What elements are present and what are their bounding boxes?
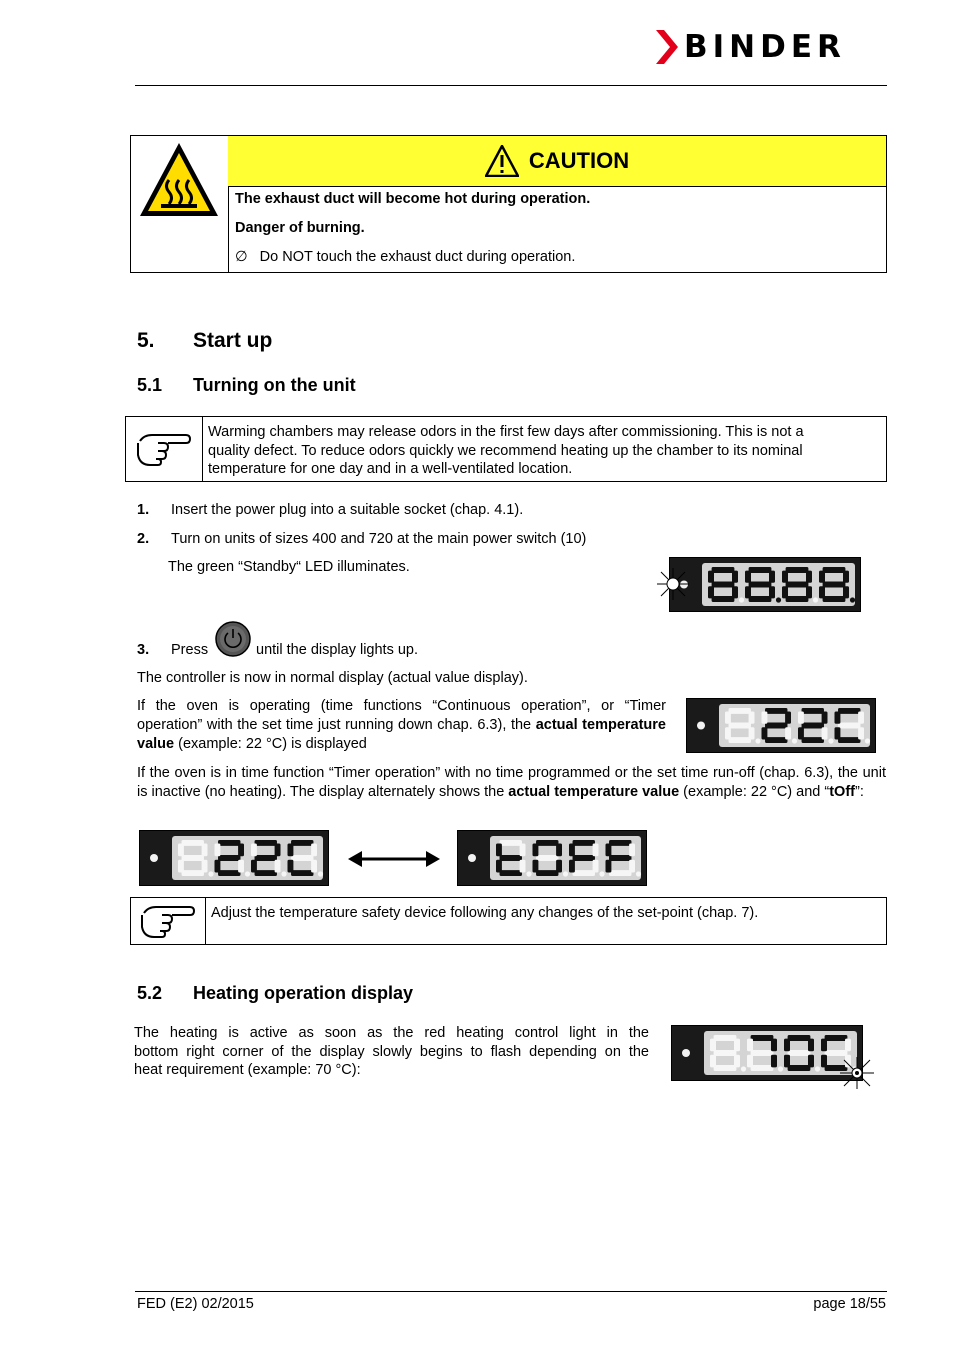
display-standby-digits-digit-2	[745, 567, 775, 602]
display-22c-alt-digits-standby-led	[150, 854, 158, 862]
display-70c-digits-digit-3-segment-e	[784, 1055, 790, 1068]
display-22c-alt-digits-digit-4-segment-g	[291, 855, 313, 861]
display-22c-alt-digits-digit-3-segment-e	[251, 860, 257, 873]
display-70c-digits-digit-2-segment-c	[771, 1055, 777, 1068]
display-22c-digits-decimal-point-3	[828, 738, 833, 743]
paragraph-inactive	[137, 764, 886, 802]
display-toff-digits	[458, 831, 646, 885]
pointing-hand-cell	[126, 417, 203, 481]
step-3-number: 3.	[137, 642, 150, 658]
caution-box	[130, 135, 887, 273]
display-22c-digits-digit-1-segment-a	[729, 708, 751, 714]
display-22c-alt-digits-digit-4-segment-c	[311, 860, 317, 873]
display-standby-digits-digit-1-segment-a	[712, 567, 735, 573]
paragraph-inactive-text-a: If the oven is in time function “Timer operation” with no time programmed or the set time run-off (chap. 6.3), the unit is inactive (no heating). The display alternately shows the	[137, 765, 886, 800]
display-toff-digits-digit-3	[569, 840, 599, 876]
display-70c	[671, 1025, 863, 1081]
display-standby-digits-digit-2-segment-c	[769, 586, 775, 598]
power-icon	[215, 621, 251, 657]
led-flash-icon	[655, 566, 691, 602]
heating-flash-icon	[838, 1056, 876, 1090]
brand-name: BINDER	[684, 29, 846, 65]
display-toff-digits-digit-4-segment-f	[606, 844, 612, 857]
display-22c-digits-decimal-point-1	[755, 738, 760, 743]
display-22c-alt-digits	[140, 831, 328, 885]
display-standby-digits-digit-4-segment-e	[819, 586, 825, 598]
display-70c-digits-digit-4-segment-f	[821, 1039, 827, 1052]
display-toff	[457, 830, 647, 886]
display-22c-alt-digits-digit-4-segment-e	[288, 860, 294, 873]
display-toff-digits-decimal-point-3	[599, 871, 604, 876]
display-70c-digits-decimal-point-2	[778, 1066, 783, 1071]
display-toff-digits-digit-1-segment-e	[496, 860, 502, 873]
display-22c-digits-digit-2-segment-e	[762, 727, 768, 739]
display-standby-digits-digit-1-segment-f	[708, 571, 714, 583]
display-standby-digits-decimal-point-1	[739, 597, 744, 602]
paragraph-operating-text-a: If the oven is operating (time functions “Continuous operation”, or “Timer operation” with the set time just running down chap. 6.3), the	[137, 698, 666, 733]
display-22c-alt-digits-digit-3	[251, 840, 281, 876]
display-22c-digits-digit-4-segment-b	[858, 712, 864, 724]
display-22c-digits-digit-2-segment-c	[785, 727, 791, 739]
pointing-hand-icon	[136, 431, 192, 467]
display-toff-digits-decimal-point-4	[636, 871, 641, 876]
display-22c-digits-digit-2-segment-b	[785, 712, 791, 724]
display-standby-digits-digit-1	[708, 567, 738, 602]
step-1-number: 1.	[137, 502, 150, 518]
display-70c-digits-digit-4-segment-e	[821, 1055, 827, 1068]
display-22c-alt-digits-digit-1-segment-b	[202, 844, 208, 857]
display-standby-digits-digit-3-segment-c	[806, 586, 812, 598]
display-22c-digits-digit-2	[762, 708, 792, 743]
step-3-text-after: until the display lights up.	[256, 642, 419, 658]
display-22c-alt-digits-digit-1-segment-g	[182, 855, 204, 861]
display-toff-digits-digit-2-segment-e	[533, 860, 539, 873]
display-22c-digits-digit-4-segment-a	[838, 708, 860, 714]
display-toff-digits-digit-1-segment-c	[520, 860, 526, 873]
display-22c-alt-digits-digit-2-segment-g	[218, 855, 240, 861]
display-22c-digits-digit-4	[835, 708, 865, 743]
display-70c-digits-digit-3-segment-g	[788, 1050, 811, 1056]
display-22c-alt-digits-digit-3-segment-a	[255, 840, 277, 846]
note-odors-line-1: Warming chambers may release odors in the first few days after commissioning. This is not a	[208, 424, 804, 440]
display-70c-digits-digit-3-segment-d	[788, 1065, 811, 1071]
display-22c-digits-digit-2-segment-f	[762, 712, 768, 724]
display-toff-digits-digit-1	[496, 840, 526, 876]
header-rule	[135, 85, 887, 86]
display-22c-alt-digits-digit-2-segment-e	[215, 860, 221, 873]
display-standby-digits-digit-2-segment-g	[749, 582, 772, 588]
display-standby-digits-digit-3-segment-a	[786, 567, 809, 573]
hot-surface-warning-cell	[131, 136, 229, 272]
display-standby-digits-digit-4-segment-b	[843, 571, 849, 583]
display-70c-digits-digit-2-segment-g	[751, 1050, 774, 1056]
display-22c-alt-digits-digit-2-segment-f	[215, 844, 221, 857]
display-22c-alt-digits-digit-2-segment-a	[218, 840, 240, 846]
display-70c-digits-digit-3-segment-f	[784, 1039, 790, 1052]
footer-doc-id: FED (E2) 02/2015	[137, 1296, 254, 1312]
display-standby-digits-digit-2-segment-e	[745, 586, 751, 598]
display-standby-digits-digit-2-segment-d	[749, 596, 772, 602]
display-70c-digits-decimal-point-3	[815, 1066, 820, 1071]
display-standby-digits-digit-4-segment-f	[819, 571, 825, 583]
footer-rule	[135, 1291, 887, 1292]
display-22c-alt-digits-digit-2-segment-b	[238, 844, 244, 857]
display-toff-digits-digit-2-segment-d	[536, 870, 558, 876]
display-standby-digits-digit-4	[819, 567, 849, 602]
display-22c-digits-digit-3-segment-b	[822, 712, 828, 724]
standby-led-text: The green “Standby“ LED illuminates.	[168, 559, 410, 575]
display-22c-digits-digit-1-segment-g	[729, 723, 751, 729]
power-button[interactable]	[215, 621, 251, 657]
display-22c-digits-digit-4-segment-e	[835, 727, 841, 739]
display-22c-digits-decimal-point-2	[792, 738, 797, 743]
caution-line-1: The exhaust duct will become hot during operation.	[235, 191, 591, 207]
paragraph-inactive-bold-1: actual temperature value	[508, 784, 680, 800]
display-22c-alt-digits-digit-3-segment-c	[275, 860, 281, 873]
display-22c-alt-digits-digit-2-segment-d	[218, 870, 240, 876]
display-70c-digits-digit-2-segment-b	[771, 1039, 777, 1052]
note-box-safety	[130, 897, 887, 945]
display-22c-alt-digits-digit-1	[178, 840, 208, 876]
section-5-number: 5.	[137, 329, 155, 352]
display-toff-digits-digit-3-segment-f	[569, 844, 575, 857]
display-toff-digits-digit-2-segment-c	[556, 860, 562, 873]
display-standby-digits-digit-1-segment-c	[732, 586, 738, 598]
display-70c-digits-digit-3-segment-a	[788, 1035, 811, 1041]
display-toff-digits-digit-4-segment-e	[606, 860, 612, 873]
display-70c-digits-digit-3-segment-b	[808, 1039, 814, 1052]
step-1-text: Insert the power plug into a suitable socket (chap. 4.1).	[171, 502, 524, 518]
section-5-2-number: 5.2	[137, 983, 163, 1003]
display-standby-digits	[670, 558, 860, 611]
display-22c-alt-digits-digit-3-segment-d	[255, 870, 277, 876]
display-standby-digits-digit-4-segment-a	[823, 567, 846, 573]
display-standby-digits-digit-2-segment-f	[745, 571, 751, 583]
display-22c-alt-digits-decimal-point-3	[281, 871, 286, 876]
hot-surface-warning-icon	[137, 140, 221, 220]
double-arrow-icon	[348, 850, 440, 868]
display-22c-alt-digits-decimal-point-1	[208, 871, 213, 876]
display-22c-digits-digit-4-segment-c	[858, 727, 864, 739]
display-standby-digits-digit-2-segment-b	[769, 571, 775, 583]
display-toff-digits-digit-1-segment-f	[496, 844, 502, 857]
display-toff-digits-digit-3-segment-a	[573, 840, 595, 846]
display-70c-digits-digit-1-segment-d	[714, 1065, 737, 1071]
display-70c-digits-digit-4-segment-a	[825, 1035, 848, 1041]
display-22c-digits	[687, 699, 875, 752]
display-toff-digits-digit-2	[533, 840, 563, 876]
display-22c-digits-digit-3-segment-f	[798, 712, 804, 724]
display-22c-digits-digit-2-segment-d	[765, 737, 787, 743]
display-toff-digits-digit-2-segment-f	[533, 844, 539, 857]
display-toff-digits-digit-1-segment-d	[500, 870, 522, 876]
display-22c	[686, 698, 876, 753]
note-odors-text	[208, 423, 804, 479]
display-standby-digits-digit-3-segment-e	[782, 586, 788, 598]
display-22c-digits-digit-1-segment-d	[729, 737, 751, 743]
display-toff-digits-decimal-point-2	[563, 871, 568, 876]
display-toff-digits-digit-4-segment-c	[629, 860, 635, 873]
prohibition-symbol: ∅	[235, 249, 248, 265]
caution-line-2: Danger of burning.	[235, 220, 365, 236]
display-22c-digits-digit-1-segment-b	[749, 712, 755, 724]
display-22c-alt-digits-digit-3-segment-g	[255, 855, 277, 861]
display-standby-digits-digit-3-segment-g	[786, 582, 809, 588]
display-standby-digits-digit-3	[782, 567, 812, 602]
display-toff-digits-standby-led	[468, 854, 476, 862]
pointing-hand-cell-2	[131, 898, 206, 944]
display-22c-alt-digits-digit-4-segment-f	[288, 844, 294, 857]
section-5-title: Start up	[193, 329, 273, 352]
display-22c-alt-digits-decimal-point-4	[318, 871, 323, 876]
display-22c-alt-digits-digit-1-segment-a	[182, 840, 204, 846]
paragraph-operating	[137, 697, 666, 754]
display-toff-digits-digit-3-segment-e	[569, 860, 575, 873]
display-70c-digits	[672, 1026, 862, 1080]
normal-display-text: The controller is now in normal display (actual value display).	[137, 670, 528, 686]
display-toff-digits-digit-2-segment-b	[556, 844, 562, 857]
display-standby-digits-digit-2-segment-a	[749, 567, 772, 573]
display-standby-digits-digit-4-segment-g	[823, 582, 846, 588]
paragraph-inactive-text-c: (example: 22 °C) and “	[679, 784, 830, 800]
display-22c-digits-digit-4-segment-g	[838, 723, 860, 729]
display-standby-digits-digit-1-segment-g	[712, 582, 735, 588]
display-22c-alt-digits-digit-4	[288, 840, 318, 876]
display-22c-alt	[139, 830, 329, 886]
display-standby	[669, 557, 861, 612]
display-70c-digits-digit-1-segment-g	[714, 1050, 737, 1056]
display-22c-alt-digits-digit-3-segment-f	[251, 844, 257, 857]
paragraph-inactive-bold-2: tOff	[829, 784, 855, 800]
display-22c-alt-digits-digit-4-segment-b	[311, 844, 317, 857]
paragraph-heating	[134, 1024, 649, 1080]
step-3-text-before: Press	[171, 642, 209, 658]
note-box-odors	[125, 416, 887, 482]
display-22c-digits-standby-led	[697, 722, 705, 730]
display-22c-digits-digit-4-segment-d	[838, 737, 860, 743]
display-22c-digits-digit-2-segment-a	[765, 708, 787, 714]
caution-line-3	[235, 249, 575, 265]
caution-header	[228, 136, 886, 187]
display-22c-digits-decimal-point-4	[865, 738, 870, 743]
display-22c-alt-digits-digit-4-segment-a	[291, 840, 313, 846]
display-22c-alt-digits-digit-1-segment-c	[202, 860, 208, 873]
display-standby-digits-decimal-point-4	[850, 597, 855, 602]
display-toff-digits-digit-3-segment-g	[573, 855, 595, 861]
display-70c-digits-digit-3-segment-c	[808, 1055, 814, 1068]
display-toff-digits-digit-1-segment-g	[500, 855, 522, 861]
display-22c-alt-digits-digit-1-segment-e	[178, 860, 184, 873]
display-toff-digits-digit-1-segment-b	[520, 844, 526, 857]
paragraph-heating-line-3: heat requirement (example: 70 °C):	[134, 1062, 361, 1078]
display-70c-digits-digit-2-segment-d	[751, 1065, 774, 1071]
pointing-hand-icon	[140, 903, 196, 939]
display-70c-digits-standby-led	[682, 1049, 690, 1057]
note-odors-line-3: temperature for one day and in a well-ventilated location.	[208, 461, 573, 477]
display-standby-digits-digit-1-segment-b	[732, 571, 738, 583]
display-22c-digits-digit-3-segment-a	[802, 708, 824, 714]
caution-line-3-text: Do NOT touch the exhaust duct during operation.	[259, 249, 576, 265]
display-toff-digits-digit-4	[606, 840, 636, 876]
step-2-text: Turn on units of sizes 400 and 720 at the main power switch (10)	[171, 531, 587, 547]
display-70c-digits-digit-1-segment-f	[710, 1039, 716, 1052]
display-22c-alt-digits-digit-1-segment-f	[178, 844, 184, 857]
display-22c-digits-digit-3-segment-e	[798, 727, 804, 739]
display-70c-digits-digit-2-segment-e	[747, 1055, 753, 1068]
display-standby-digits-decimal-point-3	[813, 597, 818, 602]
display-standby-digits-decimal-point-2	[776, 597, 781, 602]
display-standby-digits-digit-1-segment-e	[708, 586, 714, 598]
section-5-2-title: Heating operation display	[193, 983, 414, 1003]
display-standby-digits-digit-3-segment-f	[782, 571, 788, 583]
display-standby-digits-digit-1-segment-d	[712, 596, 735, 602]
display-70c-digits-digit-1-segment-b	[734, 1039, 740, 1052]
binder-logo	[656, 29, 846, 65]
display-standby-digits-digit-4-segment-c	[843, 586, 849, 598]
footer-page-number: page 18/55	[813, 1296, 886, 1312]
display-70c-digits-digit-2-segment-a	[751, 1035, 774, 1041]
display-22c-alt-digits-decimal-point-2	[245, 871, 250, 876]
section-5-1-title: Turning on the unit	[193, 375, 356, 395]
display-70c-digits-digit-3	[784, 1035, 814, 1071]
paragraph-heating-line-1: The heating is active as soon as the red heating control light in the	[134, 1025, 649, 1041]
step-2-number: 2.	[137, 531, 150, 547]
paragraph-operating-bold: actual temperature value	[137, 717, 666, 752]
binder-arrow-icon	[656, 30, 678, 64]
display-70c-digits-digit-4-segment-b	[845, 1039, 851, 1052]
display-22c-digits-digit-1-segment-c	[749, 727, 755, 739]
paragraph-operating-text-c: (example: 22 °C) is displayed	[174, 736, 367, 752]
display-22c-digits-digit-3-segment-g	[802, 723, 824, 729]
display-toff-digits-digit-1-segment-a	[500, 840, 522, 846]
display-22c-digits-digit-2-segment-g	[765, 723, 787, 729]
display-70c-digits-digit-1-segment-a	[714, 1035, 737, 1041]
display-toff-digits-digit-2-segment-a	[536, 840, 558, 846]
display-toff-digits-digit-2-segment-g	[536, 855, 558, 861]
display-standby-digits-digit-3-segment-b	[806, 571, 812, 583]
display-22c-alt-digits-digit-3-segment-b	[275, 844, 281, 857]
display-standby-digits-digit-4-segment-d	[823, 596, 846, 602]
display-toff-digits-digit-3-segment-c	[593, 860, 599, 873]
display-70c-digits-digit-2	[747, 1035, 777, 1071]
display-toff-digits-digit-4-segment-g	[609, 855, 631, 861]
display-22c-digits-digit-3-segment-c	[822, 727, 828, 739]
display-70c-digits-digit-1	[710, 1035, 740, 1071]
display-22c-digits-digit-3	[798, 708, 828, 743]
note-safety-text: Adjust the temperature safety device following any changes of the set-point (chap. 7).	[211, 905, 759, 921]
display-22c-alt-digits-digit-4-segment-d	[291, 870, 313, 876]
display-22c-digits-digit-3-segment-d	[802, 737, 824, 743]
paragraph-heating-line-2: bottom right corner of the display slowly begins to flash depending on the	[134, 1043, 649, 1060]
display-toff-digits-digit-3-segment-b	[593, 844, 599, 857]
display-70c-digits-digit-2-segment-f	[747, 1039, 753, 1052]
display-22c-alt-digits-digit-2	[215, 840, 245, 876]
display-22c-digits-digit-1-segment-e	[725, 727, 731, 739]
display-22c-alt-digits-digit-1-segment-d	[182, 870, 204, 876]
warning-triangle-icon	[485, 145, 519, 177]
display-toff-digits-decimal-point-1	[526, 871, 531, 876]
display-22c-alt-digits-digit-2-segment-c	[238, 860, 244, 873]
display-toff-digits-digit-4-segment-b	[629, 844, 635, 857]
display-70c-digits-digit-1-segment-c	[734, 1055, 740, 1068]
display-toff-digits-digit-4-segment-a	[609, 840, 631, 846]
paragraph-inactive-text-e: ”:	[854, 784, 864, 800]
note-odors-line-2: quality defect. To reduce odors quickly we recommend heating up the chamber to its nominal	[208, 442, 803, 459]
caution-title: CAUTION	[528, 148, 630, 173]
display-22c-digits-digit-4-segment-f	[835, 712, 841, 724]
display-toff-digits-digit-3-segment-d	[573, 870, 595, 876]
display-toff-digits-digit-4-segment-d	[609, 870, 631, 876]
display-22c-digits-digit-1-segment-f	[725, 712, 731, 724]
display-22c-digits-digit-1	[725, 708, 755, 743]
display-standby-digits-digit-3-segment-d	[786, 596, 809, 602]
display-70c-digits-decimal-point-1	[741, 1066, 746, 1071]
section-5-1-number: 5.1	[137, 375, 163, 395]
display-70c-digits-digit-1-segment-e	[710, 1055, 716, 1068]
